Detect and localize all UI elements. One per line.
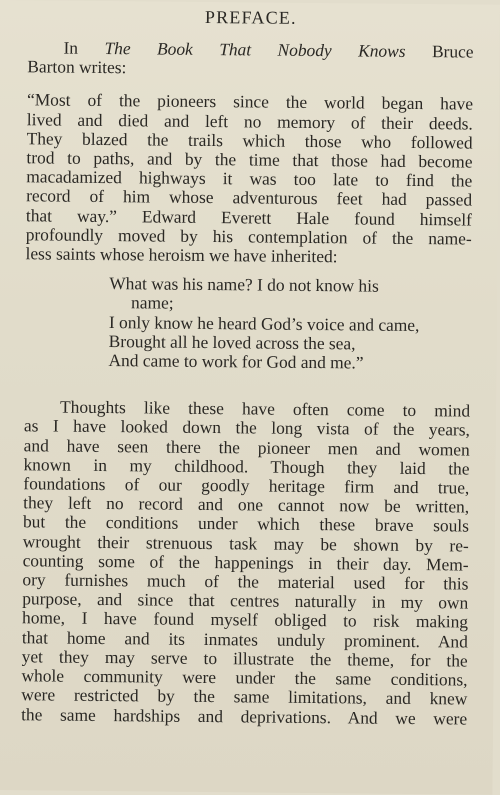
quote-line: “Most of the pioneers since the world began have [26, 89, 474, 114]
intro-author-first: Bruce [431, 41, 474, 62]
body-line: foundations of our goodly heritage firm and true, [23, 473, 470, 498]
body-line: ory furnishes much of the material used for this [22, 569, 469, 594]
page-heading: PREFACE. [204, 6, 297, 28]
body-line: purpose, and since that centres naturally in my own [22, 588, 469, 613]
body-line: yet they may serve to illustrate the theme, for the [21, 646, 468, 671]
quote-paragraph [25, 91, 473, 268]
body-line: wrought their strenuous task may be shown by re- [22, 530, 469, 556]
verse-line: name; [131, 292, 174, 314]
verse-line: Brought all he loved across the sea, [108, 330, 356, 354]
body-line: as I have looked down the long vista of the years, [23, 415, 470, 440]
verse-line: And came to work for God and me.” [108, 350, 364, 373]
quote-line: less saints whose heroism we have inherited: [25, 243, 338, 267]
quote-line: that way.” Edward Everett Hale found himself [25, 204, 473, 230]
body-line: they left no record and one cannot now be written, [23, 492, 470, 517]
quote-line: They blazed the trails which those who followed [26, 128, 473, 153]
verse-line: I only know he heard God’s voice and came, [108, 311, 420, 335]
body-line: whole community were under the same conditions, [21, 665, 468, 690]
poem-verse [108, 274, 471, 373]
verse-line: What was his name? I do not know his [109, 273, 379, 296]
intro-line-2: Barton writes: [27, 56, 127, 78]
body-paragraph [21, 398, 470, 729]
body-line: were restricted by the same limitations, and knew [21, 684, 468, 709]
quote-line: macadamized highways it was too late to find the [26, 166, 473, 191]
body-line: but the conditions under which these brave souls [22, 511, 470, 536]
quote-line: trod to paths, and by the time that those had become [26, 147, 473, 172]
body-line: counting some of the happenings in their day. Mem- [22, 550, 469, 575]
body-line: Thoughts like these have often come to mind [60, 396, 471, 421]
body-line: and have seen there the pioneer men and women [23, 434, 470, 460]
book-title: The Book That Nobody Knows [104, 38, 406, 61]
quote-line: record of him whose adventurous feet had passed [26, 185, 473, 210]
body-line: known in my childhood. Though they laid the [23, 454, 470, 479]
intro-paragraph [27, 38, 473, 81]
intro-lead: In [63, 37, 79, 58]
quote-line: lived and died and left no memory of their deeds. [26, 108, 473, 134]
body-line: home, I have found myself obliged to risk making [21, 607, 469, 633]
body-line: that home and its inmates unduly prominent. And [21, 626, 468, 652]
quote-line: profoundly moved by his contemplation of the name- [25, 224, 472, 249]
body-line: the same hardships and deprivations. And we were [21, 703, 468, 729]
